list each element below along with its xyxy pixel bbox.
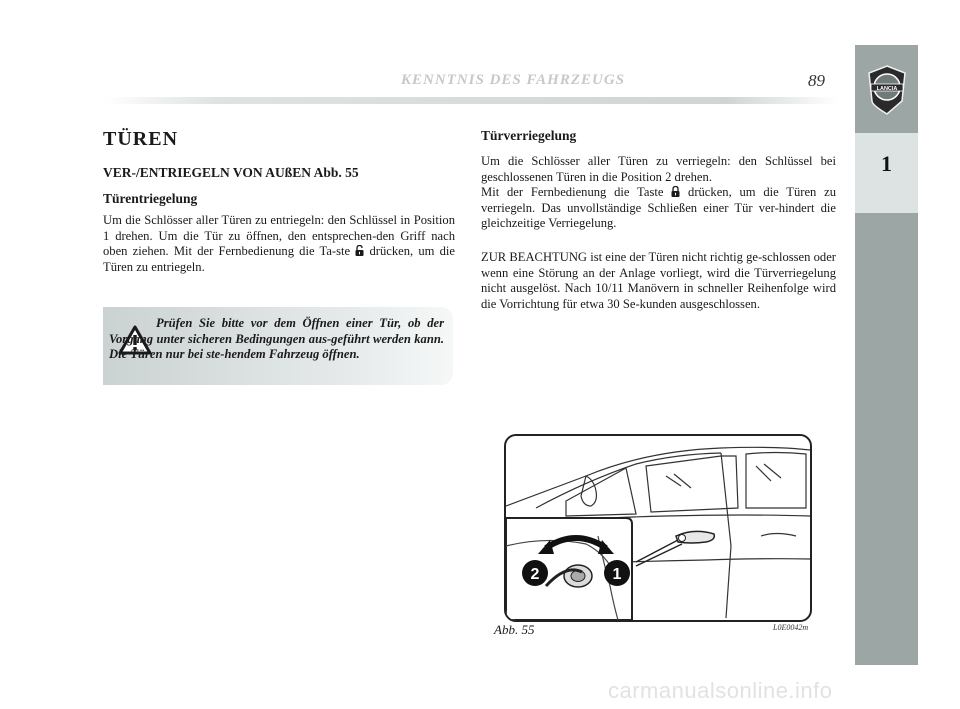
lock-paragraph-2: Mit der Fernbedienung die Taste drücken, um die Türen zu verriegeln. Das unvollständige Schließen einer Tür ver-hindert die gleichzeitige Verriegelung. <box>481 185 837 231</box>
warning-box <box>103 307 453 385</box>
figure-caption: Abb. 55 <box>494 622 535 637</box>
watermark: carmanualsonline.info <box>608 678 833 703</box>
chapter-sidebar <box>855 45 918 665</box>
lancia-logo-icon <box>866 65 908 115</box>
svg-text:LANCIA: LANCIA <box>876 86 898 92</box>
unlock-heading: Türentriegelung <box>103 191 198 206</box>
warning-text: Prüfen Sie bitte vor dem Öffnen einer Tür, ob der Vorgang unter sicheren Bedingungen aus-geführt werden kann. Die Türen nur bei ste-hendem Fahrzeug öffnen. <box>109 316 444 361</box>
left-column <box>103 128 455 283</box>
lock-paragraph-3: ZUR BEACHTUNG ist eine der Türen nicht richtig ge-schlossen oder wenn eine Störung an der Anlage vorliegt, wird die Türverriegelung nicht ausgelöst. Nach 10/11 Manövern in schneller Reihenfolge wird die Vorrichtung für etwa 30 Se-kunden ausgeschlossen. <box>481 249 836 311</box>
logo-box <box>855 45 918 133</box>
page-title: TÜREN <box>103 128 179 150</box>
header-rule <box>103 97 838 104</box>
figure-label-1: 1 <box>612 566 622 583</box>
lock-paragraph-1: Um die Schlösser aller Türen zu verriegeln: den Schlüssel bei geschlossenen Türen in die Position 2 drehen. <box>481 154 836 184</box>
page-number: 89 <box>808 71 825 90</box>
car-door-illustration <box>506 436 810 620</box>
unlock-icon <box>355 245 364 256</box>
figure-door-lock <box>504 434 812 622</box>
figure-label-2: 2 <box>530 566 540 583</box>
running-head: KENNTNIS DES FAHRZEUGS <box>400 72 625 88</box>
chapter-tab[interactable] <box>855 133 918 213</box>
door-handle-icon <box>676 531 714 543</box>
chapter-number: 1 <box>881 151 892 176</box>
unlock-paragraph: Um die Schlösser aller Türen zu entriegeln: den Schlüssel in Position 1 drehen. Um die Tür zu öffnen, den entsprechen-den Griff nach oben ziehen. Mit der Fernbedienung die Ta-ste drücken, um die Türen zu entriegeln. <box>103 213 456 274</box>
lock-icon <box>671 186 680 197</box>
figure-code: L0E0042m <box>773 623 809 632</box>
lock-heading: Türverriegelung <box>481 128 577 143</box>
section-subtitle: VER-/ENTRIEGELN VON AUßEN Abb. 55 <box>103 165 359 180</box>
right-column <box>481 128 836 320</box>
